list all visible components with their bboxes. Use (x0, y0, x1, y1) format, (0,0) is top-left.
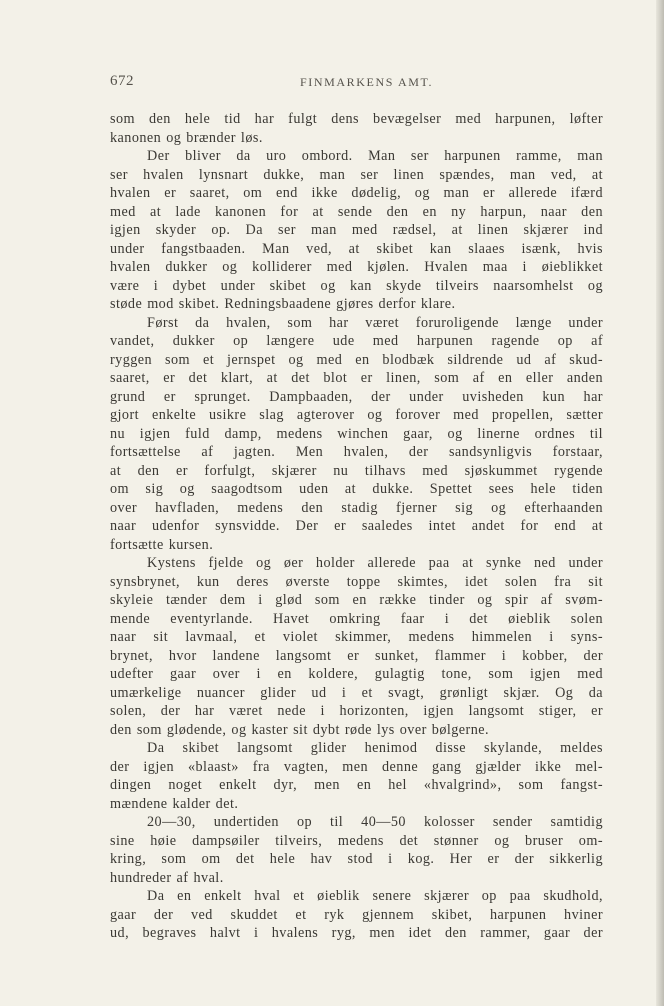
text-line: solen, der har været nede i horizonten, igjen langsomt stiger, er (110, 703, 603, 719)
paragraph (110, 554, 603, 739)
text-line: ser hvalen lynsnart dukke, man ser linen spændes, man ved, at (110, 166, 603, 183)
text-line: over havfladen, medens den stadig fjerner sig og efterhaanden (110, 499, 603, 516)
text-line: mende eventyrlande. Havet omkring faar i det øieblik solen (110, 610, 603, 627)
text-line: støde mod skibet. Redningsbaadene gjøres derfor klare. (110, 296, 456, 312)
text-line: der igjen «blaast» fra vagten, men denne gang gjælder ikke mel- (110, 758, 603, 775)
text-line: mændene kalder det. (110, 795, 239, 812)
body-text (110, 110, 603, 943)
text-line: nu igjen fuld damp, medens winchen gaar, og linerne ordnes til (110, 425, 603, 442)
text-line: sine høie dampsøiler tilveirs, medens det stønner og bruser om- (110, 832, 603, 849)
text-line: at den er forfulgt, skjærer nu tilhavs med sjøskummet rygende (110, 462, 603, 479)
text-line: dingen noget enkelt dyr, men en hel «hvalgrind», som fangst- (110, 777, 603, 793)
paragraph (110, 147, 603, 314)
text-line: gaar der ved skuddet et ryk gjennem skibet, harpunen hviner (110, 906, 603, 923)
text-line: den som glødende, og kaster sit dybt røde lys over bølgerne. (110, 721, 490, 738)
text-line: kring, som om det hele hav stod i kog. Her er der sikkerlig (110, 851, 603, 867)
text-line: kanonen og brænder løs. (110, 129, 263, 146)
text-line: Kystens fjelde og øer holder allerede paa at synke ned under (147, 555, 603, 571)
text-line: Der bliver da uro ombord. Man ser harpunen ramme, man (147, 148, 603, 164)
text-line: under fangstbaaden. Man ved, at skibet kan slaaes isænk, hvis (110, 240, 603, 257)
text-line: grund er sprunget. Dampbaaden, der under uvisheden kun har (110, 388, 603, 405)
text-line: naar sit lavmaal, et violet skimmer, medens himmelen i syns- (110, 629, 603, 645)
text-line: gjort enkelte usikre slag agterover og forover med propellen, sætter (110, 407, 603, 423)
text-line: Først da hvalen, som har været foruroligende længe under (147, 314, 603, 331)
paragraph (110, 739, 603, 813)
text-line: være i dybet under skibet og kan skyde tilveirs naarsomhelst og (110, 277, 603, 294)
paragraph (110, 314, 603, 555)
text-line: om sig og saagodtsom uden at dukke. Spettet sees hele tiden (110, 481, 603, 497)
text-line: vandet, dukker op længere ude med harpunen ragende op af (110, 333, 603, 349)
text-line: 20—30, undertiden op til 40—50 kolosser sender samtidig (147, 814, 603, 830)
text-line: ryggen som et jernspet og med en blodbæk sildrende ud af skud- (110, 351, 603, 368)
text-line: umærkelige nuancer glider ud i et svagt, grønligt skjær. Og da (110, 684, 603, 701)
paragraph (110, 887, 603, 943)
text-line: igjen skyder op. Da ser man med rædsel, at linen skjærer ind (110, 222, 603, 238)
text-line: Da en enkelt hval et øieblik senere skjærer op paa skudhold, (147, 888, 603, 904)
page-edge (656, 0, 664, 1006)
text-line: hundreder af hval. (110, 869, 224, 886)
text-line: fortsætte kursen. (110, 536, 214, 553)
text-line: fortsættelse af jagten. Men hvalen, der sandsynligvis forstaar, (110, 444, 603, 460)
text-line: udefter gaar over i en koldere, gulagtig tone, som igjen med (110, 666, 603, 682)
text-line: naar udenfor synsvidde. Der er saaledes intet andet for end at (110, 518, 603, 534)
text-line: med at lade kanonen for at sende den en ny harpun, naar den (110, 203, 603, 220)
running-title: FINMARKENS AMT. (300, 75, 434, 89)
text-line: brynet, hvor landene langsomt er sunket, flammer i kobber, der (110, 647, 603, 664)
text-line: hvalen dukker og kolliderer med kjølen. Hvalen maa i øieblikket (110, 259, 603, 275)
page-header (110, 73, 602, 95)
text-line: ud, begraves halvt i hvalens ryg, men idet den rammer, gaar der (110, 925, 603, 941)
text-line: Da skibet langsomt glider henimod disse skylande, meldes (147, 740, 603, 756)
text-line: skyleie tænder dem i glød som en række tinder og spir af svøm- (110, 592, 603, 608)
paragraph (110, 813, 603, 887)
text-line: som den hele tid har fulgt dens bevægelser med harpunen, løfter (110, 111, 603, 127)
text-line: synsbrynet, kun deres øverste toppe skimtes, idet solen fra sit (110, 573, 603, 590)
text-line: hvalen er saaret, om end ikke dødelig, og man er allerede ifærd (110, 185, 603, 201)
text-line: saaret, er det klart, at det blot er linen, som af en eller anden (110, 370, 603, 386)
paragraph (110, 110, 603, 147)
page-number: 672 (110, 73, 134, 89)
